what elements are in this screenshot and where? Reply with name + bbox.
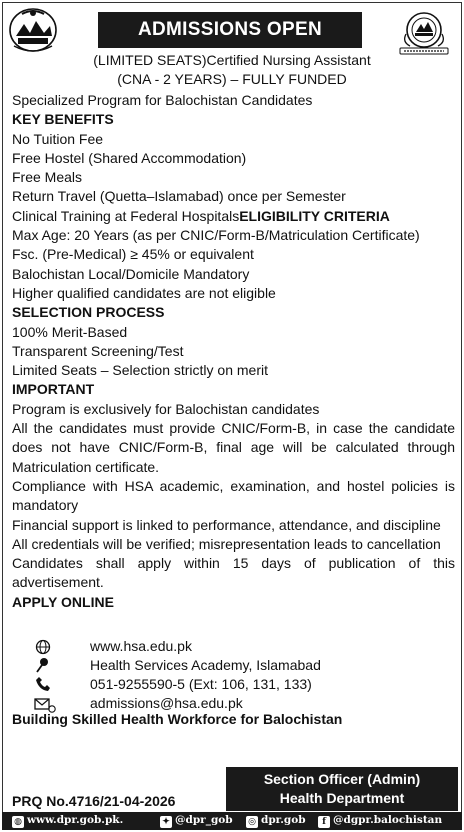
tagline: Building Skilled Health Workforce for Balochistan — [12, 711, 343, 727]
admissions-banner: ADMISSIONS OPEN — [98, 12, 362, 48]
globe-icon: ◍ — [12, 816, 24, 828]
location-pin-icon — [34, 657, 52, 673]
program-title: (LIMITED SEATS)Certified Nursing Assistant — [93, 52, 371, 68]
eligibility-item: Balochistan Local/Domicile Mandatory — [12, 265, 250, 282]
website-link[interactable]: www.hsa.edu.pk — [90, 638, 192, 654]
eligibility-item: Higher qualified candidates are not eligible — [12, 284, 276, 301]
address-text: Health Services Academy, Islamabad — [90, 657, 321, 673]
benefit-item: Return Travel (Quetta–Islamabad) once per Semester — [12, 188, 346, 205]
footer-twitter[interactable]: ✦ @dpr_gob — [160, 814, 233, 828]
footer-facebook[interactable]: f @dgpr.balochistan — [318, 814, 442, 828]
advertisement-body — [12, 91, 455, 612]
key-benefits-heading: KEY BENEFITS — [12, 111, 114, 128]
twitter-icon: ✦ — [160, 816, 172, 828]
facebook-icon: f — [318, 816, 330, 828]
benefit-item: Clinical Training at Federal Hospitals — [12, 207, 240, 224]
important-item: All the candidates must provide CNIC/Form-B, in case the candidate does not have CNIC/Form-B, final age will be calculated through Matriculation certificate. — [12, 420, 455, 475]
important-item: All credentials will be verified; misrepresentation leads to cancellation — [12, 535, 441, 552]
important-item: Financial support is linked to performance, attendance, and discipline — [12, 516, 441, 533]
important-item: Compliance with HSA academic, examination, and hostel policies is mandatory — [12, 477, 455, 514]
selection-item: Limited Seats – Selection strictly on merit — [12, 362, 268, 379]
department-name: Health Department — [279, 790, 405, 806]
signature-block — [226, 767, 458, 811]
footer-website[interactable]: ◍ www.dpr.gob.pk. — [12, 814, 123, 828]
health-services-academy-logo — [394, 8, 454, 58]
important-item: Program is exclusively for Balochistan candidates — [12, 400, 320, 417]
program-subtitle: (CNA - 2 YEARS) – FULLY FUNDED — [117, 71, 347, 87]
important-item: Candidates shall apply within 15 days of publication of this advertisement. — [12, 555, 455, 591]
instagram-icon: ◎ — [246, 816, 258, 828]
phone-number[interactable]: 051-9255590-5 (Ext: 106, 131, 133) — [90, 676, 312, 692]
selection-item: 100% Merit-Based — [12, 323, 128, 340]
globe-icon — [34, 639, 52, 655]
apply-online-heading: APPLY ONLINE — [12, 593, 114, 610]
eligibility-item: Max Age: 20 Years (as per CNIC/Form-B/Matriculation Certificate) — [12, 227, 420, 244]
selection-heading: SELECTION PROCESS — [12, 304, 165, 321]
reference-number: PRQ No.4716/21-04-2026 — [12, 793, 176, 809]
intro-text: Specialized Program for Balochistan Candidates — [12, 92, 313, 108]
benefit-item: No Tuition Fee — [12, 130, 104, 147]
important-heading: IMPORTANT — [12, 381, 95, 398]
eligibility-item: Fsc. (Pre-Medical) ≥ 45% or equivalent — [12, 246, 254, 263]
balochistan-emblem-logo — [8, 6, 58, 54]
email-link[interactable]: admissions@hsa.edu.pk — [90, 695, 243, 711]
footer-instagram[interactable]: ◎ dpr.gob — [246, 814, 306, 828]
phone-icon — [34, 676, 52, 692]
footer-bar — [2, 812, 462, 830]
selection-item: Transparent Screening/Test — [12, 342, 184, 359]
benefit-item: Free Meals — [12, 169, 83, 186]
benefit-and-eligibility-line — [12, 207, 455, 226]
benefit-item: Free Hostel (Shared Accommodation) — [12, 149, 247, 166]
eligibility-heading: ELIGIBILITY CRITERIA — [239, 207, 390, 224]
officer-title: Section Officer (Admin) — [263, 771, 421, 787]
